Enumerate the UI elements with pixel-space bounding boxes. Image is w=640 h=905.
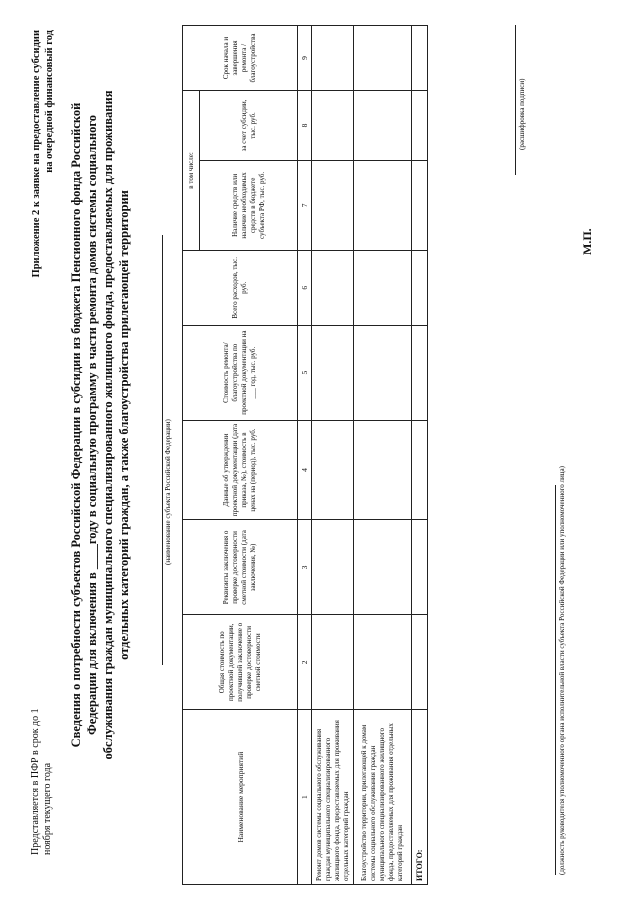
signature-underline	[515, 25, 516, 175]
table-cell	[354, 420, 412, 520]
subject-underline	[162, 235, 163, 665]
header-row	[183, 26, 200, 885]
table-cell	[312, 91, 354, 161]
table-cell	[312, 250, 354, 325]
submission-deadline-note: Представляется в ПФР в срок до 1 ноября текущего года	[30, 708, 53, 855]
table-cell	[354, 615, 412, 710]
header-repair-cost: Стоимость ремонта/ благоустройства по проектной документации на ___ год, тыс. руб.	[183, 325, 298, 420]
header-deadline: Срок начала и завершения ремонта / благоустройства	[183, 26, 298, 91]
subject-caption: (наименование субъекта Российской Федерации)	[164, 419, 172, 565]
table-cell	[354, 160, 412, 250]
table-cell	[412, 520, 428, 615]
col-number: 6	[298, 250, 312, 325]
header-total-cost: Общая стоимость по проектной документации, получившей заключение о проверке достоверности сметной стоимости	[183, 615, 298, 710]
signatory-underline	[555, 485, 556, 875]
table-cell	[312, 615, 354, 710]
col-number: 5	[298, 325, 312, 420]
table-cell	[312, 325, 354, 420]
table-cell	[312, 160, 354, 250]
col-number: 1	[298, 710, 312, 885]
table-cell	[354, 325, 412, 420]
table-cell	[354, 250, 412, 325]
header-conclusion-details: Реквизиты заключения о проверке достоверности сметной стоимости (дата заключения, №)	[183, 520, 298, 615]
rotated-document	[10, 10, 630, 895]
signatory-caption: (должность руководителя уполномоченного органа исполнительной власти субъекта Российской Федерации или уполномоченного лица)	[558, 466, 566, 875]
table-cell	[412, 160, 428, 250]
stamp-placeholder: М.П.	[580, 228, 594, 255]
table-row	[354, 26, 412, 885]
table-cell	[312, 420, 354, 520]
table-cell	[412, 420, 428, 520]
column-number-row	[298, 26, 312, 885]
row-label-landscaping: Благоустройство территории, прилегающей к домам системы социального обслуживания граждан муниципального специализированного жилищного фонда, предоставляемых для проживания отдельных категорий граждан	[354, 710, 412, 885]
table-cell	[412, 250, 428, 325]
table-cell	[354, 91, 412, 161]
table-cell	[412, 91, 428, 161]
table-cell	[412, 615, 428, 710]
col-number: 3	[298, 520, 312, 615]
col-number: 2	[298, 615, 312, 710]
table-cell	[312, 26, 354, 91]
table-cell	[354, 26, 412, 91]
signature-caption: (расшифровка подписи)	[518, 78, 526, 150]
total-row	[412, 26, 428, 885]
col-number: 9	[298, 26, 312, 91]
col-number: 4	[298, 420, 312, 520]
header-subsidy-funds: за счет субсидии, тыс. руб.	[200, 91, 298, 161]
row-label-repair: Ремонт домов системы социального обслуживания граждан муниципального специализированного жилищного фонда, предоставляемых для проживания отдельных категорий граждан	[312, 710, 354, 885]
header-activities: Наименование мероприятий	[183, 710, 298, 885]
table-cell	[412, 325, 428, 420]
col-number: 7	[298, 160, 312, 250]
subsidy-table	[182, 25, 428, 885]
table-cell	[412, 26, 428, 91]
header-regional-funds: Наличие средств или наличие необходимых средств в бюджете субъекта РФ, тыс. руб.	[200, 160, 298, 250]
col-number: 8	[298, 91, 312, 161]
header-including-group: в том числе:	[183, 91, 200, 251]
table-cell	[354, 520, 412, 615]
table-cell	[312, 520, 354, 615]
header-approval-data: Данные об утверждении проектной документации (дата приказа, №), стоимость в ценах на (период), тыс. руб.	[183, 420, 298, 520]
document-title: Сведения о потребности субъектов Российской Федерации в субсидии из бюджета Пенсионного фонда Российской Федерации для включения в ____году в социальную программу в части ремонта домов системы социального обслуживания граждан муниципального специализированного жилищного фонда, предоставляемых для проживания отдельных категорий граждан, а также благоустройства прилегающей территории	[69, 90, 131, 760]
table-row	[312, 26, 354, 885]
header-total-expenses: Всего расходов, тыс. руб.	[183, 250, 298, 325]
total-label: ИТОГО:	[412, 710, 428, 885]
appendix-heading: Приложение 2 к заявке на предоставление субсидии на очередной финансовый год	[31, 30, 55, 278]
